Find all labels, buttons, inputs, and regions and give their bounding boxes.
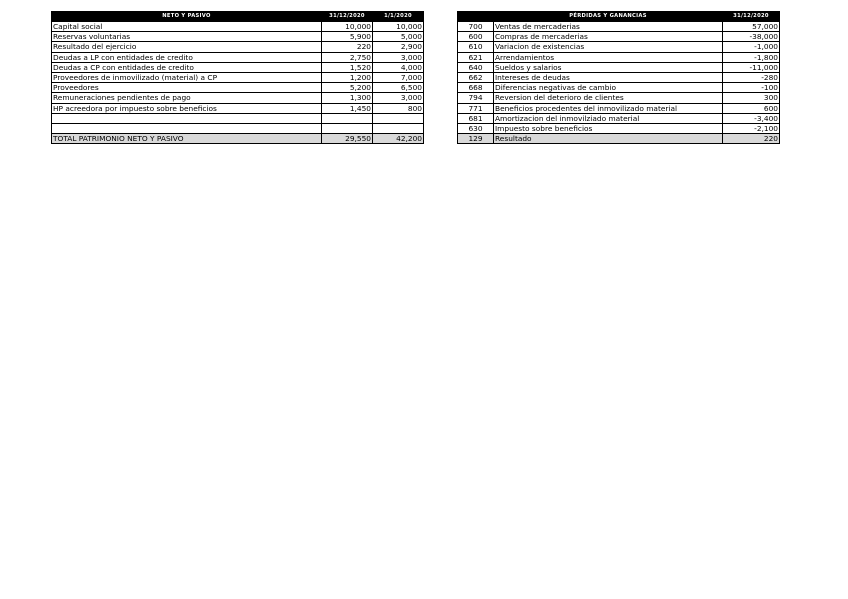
table-row: [458, 32, 780, 42]
balance-header-label: NETO Y PASIVO: [52, 12, 322, 22]
table-cell: 300: [723, 93, 780, 103]
table-cell: -100: [723, 83, 780, 93]
table-row: [52, 113, 424, 123]
table-cell: -11,000: [723, 62, 780, 72]
table-cell: 57,000: [723, 22, 780, 32]
table-row: [52, 83, 424, 93]
table-cell: [373, 124, 424, 134]
table-cell: Amortizacion del inmovilziado material: [494, 113, 723, 123]
balance-table: [51, 11, 424, 144]
table-cell: -1,000: [723, 42, 780, 52]
table-row: [458, 52, 780, 62]
table-cell: 2,750: [322, 52, 373, 62]
table-row: [458, 124, 780, 134]
table-cell: Deudas a CP con entidades de credito: [52, 62, 322, 72]
table-cell: Proveedores: [52, 83, 322, 93]
table-cell: 610: [458, 42, 494, 52]
table-row: [52, 62, 424, 72]
table-cell: Compras de mercaderias: [494, 32, 723, 42]
table-cell: 220: [322, 42, 373, 52]
table-cell: 700: [458, 22, 494, 32]
table-row: [458, 103, 780, 113]
table-row: [458, 42, 780, 52]
table-cell: 681: [458, 113, 494, 123]
table-row: [458, 22, 780, 32]
table-row: [52, 93, 424, 103]
pyg-header-row: [458, 12, 780, 22]
table-cell: -280: [723, 73, 780, 83]
balance-header-row: [52, 12, 424, 22]
table-cell: Remuneraciones pendientes de pago: [52, 93, 322, 103]
total-cell: TOTAL PATRIMONIO NETO Y PASIVO: [52, 134, 322, 144]
table-cell: [322, 124, 373, 134]
table-cell: Deudas a LP con entidades de credito: [52, 52, 322, 62]
table-cell: Proveedores de inmovilizado (material) a CP: [52, 73, 322, 83]
table-cell: 1,450: [322, 103, 373, 113]
table-cell: [52, 124, 322, 134]
table-cell: 1,300: [322, 93, 373, 103]
table-cell: 7,000: [373, 73, 424, 83]
table-cell: 1,200: [322, 73, 373, 83]
table-cell: [322, 113, 373, 123]
table-cell: -38,000: [723, 32, 780, 42]
table-cell: 630: [458, 124, 494, 134]
table-row: [458, 113, 780, 123]
total-row: [458, 134, 780, 144]
table-cell: Capital social: [52, 22, 322, 32]
table-cell: Reservas voluntarias: [52, 32, 322, 42]
table-cell: 600: [723, 103, 780, 113]
total-cell: 220: [723, 134, 780, 144]
table-cell: 668: [458, 83, 494, 93]
table-row: [52, 73, 424, 83]
table-cell: 662: [458, 73, 494, 83]
table-cell: [52, 113, 322, 123]
table-cell: Variacion de existencias: [494, 42, 723, 52]
table-row: [52, 22, 424, 32]
table-cell: 4,000: [373, 62, 424, 72]
total-cell: 129: [458, 134, 494, 144]
table-cell: -1,800: [723, 52, 780, 62]
table-cell: 3,000: [373, 52, 424, 62]
table-row: [458, 83, 780, 93]
table-cell: 600: [458, 32, 494, 42]
table-row: [458, 93, 780, 103]
table-cell: 3,000: [373, 93, 424, 103]
table-cell: 5,200: [322, 83, 373, 93]
total-row: [52, 134, 424, 144]
table-cell: 1,520: [322, 62, 373, 72]
table-cell: 6,500: [373, 83, 424, 93]
table-cell: Beneficios procedentes del inmovilizado material: [494, 103, 723, 113]
table-cell: [373, 113, 424, 123]
pyg-header-date: 31/12/2020: [723, 12, 780, 22]
table-cell: 10,000: [373, 22, 424, 32]
table-cell: Ventas de mercaderias: [494, 22, 723, 32]
table-cell: -2,100: [723, 124, 780, 134]
table-cell: 2,900: [373, 42, 424, 52]
table-cell: HP acreedora por impuesto sobre beneficios: [52, 103, 322, 113]
table-row: [458, 62, 780, 72]
table-cell: 800: [373, 103, 424, 113]
balance-header-date-2020-start: 1/1/2020: [373, 12, 424, 22]
table-cell: Intereses de deudas: [494, 73, 723, 83]
pyg-header-code: [458, 12, 494, 22]
table-cell: Sueldos y salarios: [494, 62, 723, 72]
table-cell: -3,400: [723, 113, 780, 123]
pyg-header-label: PÉRDIDAS Y GANANCIAS: [494, 12, 723, 22]
total-cell: 42,200: [373, 134, 424, 144]
table-cell: 5,900: [322, 32, 373, 42]
pyg-table: [457, 11, 780, 144]
table-cell: 5,000: [373, 32, 424, 42]
table-row: [52, 42, 424, 52]
total-cell: 29,550: [322, 134, 373, 144]
table-cell: 621: [458, 52, 494, 62]
table-cell: Diferencias negativas de cambio: [494, 83, 723, 93]
table-cell: Impuesto sobre beneficios: [494, 124, 723, 134]
table-cell: 794: [458, 93, 494, 103]
table-cell: Arrendamientos: [494, 52, 723, 62]
table-cell: 10,000: [322, 22, 373, 32]
table-cell: 771: [458, 103, 494, 113]
total-cell: Resultado: [494, 134, 723, 144]
table-row: [52, 124, 424, 134]
table-cell: Reversion del deterioro de clientes: [494, 93, 723, 103]
table-row: [52, 103, 424, 113]
balance-header-date-2020-end: 31/12/2020: [322, 12, 373, 22]
table-row: [52, 52, 424, 62]
table-cell: 640: [458, 62, 494, 72]
table-row: [52, 32, 424, 42]
table-row: [458, 73, 780, 83]
table-cell: Resultado del ejercicio: [52, 42, 322, 52]
